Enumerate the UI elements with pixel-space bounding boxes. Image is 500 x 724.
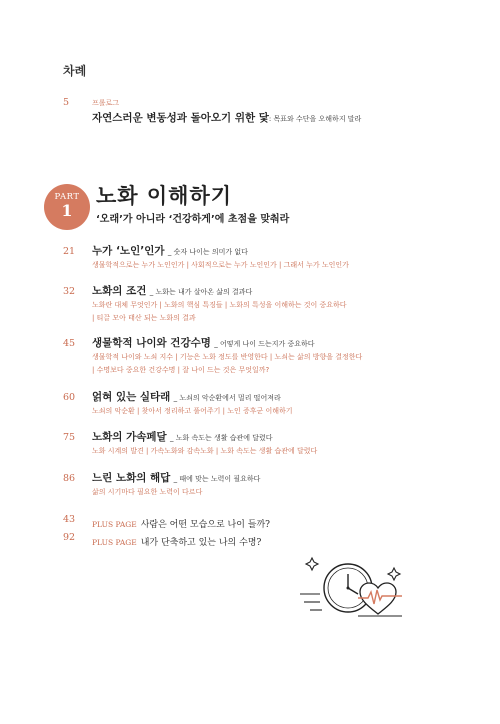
chapter-desc-line: 노화란 대체 무엇인가 | 노화의 핵심 특징들 | 노화의 특성을 이해하는 것이 중요하다 [92, 301, 347, 309]
chapter-subtitle: _ 어떻게 나이 드는지가 중요하다 [214, 340, 315, 348]
part-label: PART [54, 192, 80, 202]
chapter-page-number: 21 [63, 246, 76, 257]
chapter-page-number: 60 [63, 392, 76, 403]
chapter-desc-line: | 수명보다 중요한 건강수명 | 잘 나이 드는 것은 무엇일까? [92, 366, 270, 374]
chapter-heading[interactable] [92, 283, 252, 298]
chapter-page-number: 32 [63, 286, 76, 297]
chapter-desc-line: | 티끌 모아 태산 되는 노화의 결과 [92, 314, 196, 322]
clock-heart-icon [298, 550, 418, 620]
prologue-title: 자연스러운 변동성과 돌아오기 위한 닻 [92, 112, 269, 124]
chapter-page-number: 75 [63, 432, 76, 443]
chapter-title: 얽혀 있는 실타래 [92, 391, 171, 403]
toc-title: 차례 [63, 64, 87, 78]
part-title[interactable]: 노화 이해하기 [96, 184, 233, 208]
chapter-subtitle: _ 숫자 나이는 의미가 없다 [167, 248, 248, 256]
part-subtitle: ‘오래’가 아니라 ‘건강하게’에 초점을 맞춰라 [96, 214, 290, 225]
plus-page-entry[interactable] [92, 512, 270, 531]
chapter-title: 노화의 가속페달 [92, 431, 167, 443]
plus-page-number: 92 [63, 532, 76, 543]
chapter-subtitle: _ 노쇠의 악순환에서 멀리 떨어져라 [173, 394, 281, 402]
chapter-title: 생물학적 나이와 건강수명 [92, 337, 211, 349]
chapter-heading[interactable] [92, 389, 281, 404]
chapter-desc-line: 노화 시계의 발견 | 가속노화와 감속노화 | 노화 속도는 생활 습관에 달렸다 [92, 447, 318, 455]
sparkle-icon [388, 568, 400, 580]
chapter-title: 노화의 조건 [92, 285, 147, 297]
plus-page-entry[interactable] [92, 530, 261, 549]
sparkle-icon [306, 558, 318, 570]
chapter-heading[interactable] [92, 243, 248, 258]
chapter-title: 누가 ‘노인’인가 [92, 245, 165, 257]
chapter-desc-line: 삶의 시기마다 필요한 노력이 다르다 [92, 488, 203, 496]
chapter-subtitle: _ 때에 맞는 노력이 필요하다 [173, 475, 261, 483]
chapter-desc-line: 생물학적 나이와 노쇠 지수 | 기능은 노화 정도를 반영한다 | 노쇠는 삶의 방향을 결정한다 [92, 353, 363, 361]
plus-page-title: 내가 단축하고 있는 나의 수명? [140, 538, 262, 548]
chapter-subtitle: _ 노화는 내가 살아온 삶의 결과다 [149, 288, 253, 296]
part-badge [44, 184, 90, 230]
prologue-heading[interactable] [92, 110, 361, 125]
prologue-page-number: 5 [63, 97, 70, 108]
prologue-tag: 프롤로그 [92, 99, 120, 107]
plus-page-label: PLUS PAGE [92, 520, 137, 529]
chapter-desc-line: 생물학적으로는 누가 노인인가 | 사회적으로는 누가 노인인가 | 그래서 누가 노인인가 [92, 261, 349, 269]
chapter-desc-line: 노쇠의 악순환 | 찾아서 정리하고 풀어주기 | 노인 증후군 이해하기 [92, 407, 293, 415]
prologue-subtitle: : 목표와 수단을 오해하지 말라 [268, 115, 362, 123]
chapter-heading[interactable] [92, 470, 260, 485]
chapter-subtitle: _ 노화 속도는 생활 습관에 달렸다 [170, 434, 273, 442]
chapter-page-number: 86 [63, 473, 76, 484]
plus-page-title: 사람은 어떤 모습으로 나이 들까? [140, 520, 270, 530]
plus-page-label: PLUS PAGE [92, 538, 137, 547]
chapter-title: 느린 노화의 해답 [92, 472, 171, 484]
chapter-heading[interactable] [92, 429, 273, 444]
plus-page-number: 43 [63, 514, 76, 525]
part-number: 1 [61, 201, 73, 220]
chapter-page-number: 45 [63, 338, 76, 349]
chapter-heading[interactable] [92, 335, 315, 350]
